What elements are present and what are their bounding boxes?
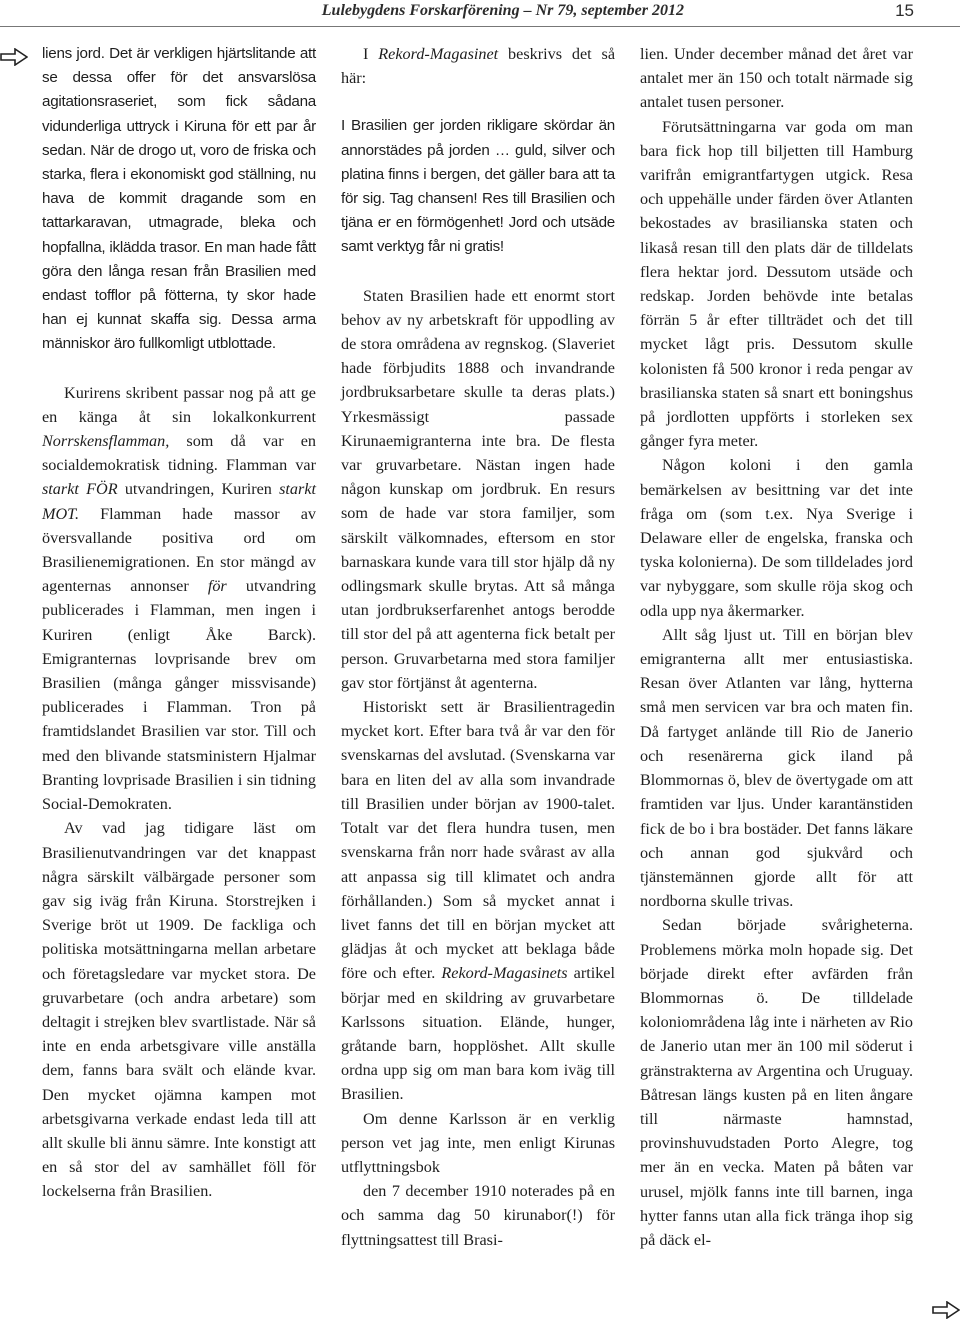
paragraph: Kurirens skribent passar nog på att ge en känga åt sin lokalkonkurrent Norrskensflamman, som då var en socialdemokratisk tidning. Flamman var starkt FÖR utvandringen, Kuriren starkt MOT. Flamman hade massor av översvallande positiva ord om Brasilienemigrationen. En stor mängd av agenternas annonser för utvandring publicerades i Flamman, men ingen i Kuriren (enligt Åke Barck). Emigranternas lovprisande brev om Brasilien (många gånger missvisande) publicerades i Flamman. Tron på framtidslandet Brasilien var stor. Till och med den blivande statsministern Hjalmar Branting lovprisade Brasilien i sin tidning Social-Demokraten. <box>42 383 316 814</box>
page-header <box>0 0 960 27</box>
column-1 <box>42 42 316 1204</box>
column-3 <box>640 42 913 1252</box>
paragraph: Sedan började svårigheterna. Problemens mörka moln hopade sig. Det började direkt efter avfärden från Blommornas ö. De tilldelade koloniområdena låg inte i närheten av Rio de Janerio utan mer än 100 mil söderut i gränstrakterna av Argentina och Uruguay. Båtresan längs kusten på en liten ångare till närmaste hamnstad, provinshuvudstaden Porto Alegre, tog mer än en vecka. Maten på båten var urusel, mjölk fanns inte till barnen, inga hytter fanns utan alla fick tränga ihop sig på däck el- <box>640 916 913 1249</box>
paragraph: Någon koloni i den gamla bemärkelsen av besittning var det inte fråga om (som t.ex. Nya Sverige i Delaware eller de engelska, franska och tyska kolonierna). De som tilldelades jord var nybyggare, som skulle röja skog och odla upp nya åkermarker. <box>640 456 913 620</box>
column-2 <box>341 42 615 1252</box>
paragraph: Historiskt sett är Brasilientragedin mycket kort. Efter bara två år var den för svenskarnas del avslutad. (Svenskarna var bara en liten del av alla som invandrade till Brasilien under början av 1900-talet. Totalt var det flera hundra tusen, men svenskarna från norr hade svårast av alla att anpassa sig till klimatet och andra förhållanden.) Som så mycket annat i livet fanns det till en början mycket att glädjas åt och mycket att beklaga både före och efter. Rekord-Magasinets artikel börjar med en skildring av gruvarbetare Karlssons situation. Elände, hunger, gråtande barn, hopplöshet. Allt skulle ordna upp sig om man bara kom iväg till Brasilien. <box>341 698 615 1104</box>
paragraph: Förutsättningarna var goda om man bara fick hop till biljetten till Hamburg varifrån emigrantfartygen utgick. Resa och uppehälle under färden över Atlanten bekostades av brasilianska staten och likaså resan till den plats där de tilldelats flera hektar jord. Dessutom utsäde och redskap. Jorden behövde inte betalas förrän 5 år efter tillträdet och det till mycket lågt pris. Dessutom skulle kolonisten få 500 kronor i reda pengar av brasilianska staten så snart ett boningshus på jordlotten uppförts i storleken sex gånger fyra meter. <box>640 117 913 451</box>
paragraph: Allt såg ljust ut. Till en början blev emigranterna allt mer entusiastiska. Resan över Atlanten var lång, hytterna små men servicen var bra och maten fin. Då fartyget anlände till Rio de Janerio och resenärerna gick iland på Blommornas ö, blev de övertygade om att framtiden var ljus. Under karantänstiden fick de bo i bra bostäder. Det fanns läkare och annan god sjukvård och tjänstemännen gjorde allt för att nordborna skulle trivas. <box>640 625 913 911</box>
publication-title: Lulebygdens Forskarförening – Nr 79, september 2012 <box>321 2 684 19</box>
paragraph: Om denne Karlsson är en verklig person vet jag inte, men enligt Kirunas utflyttningsbok <box>341 1109 615 1176</box>
paragraph: Av vad jag tidigare läst om Brasilienutvandringen var det knappast några särskilt välbärgade personer som gav sig iväg från Kiruna. Storstrejken i Sverige bröt ut 1909. De fackliga och politiska motsättningarna mellan arbetare och företagsledare var mycket stora. De gruvarbetare (och andra arbetare) som deltagit i strejken blev svartlistade. När så inte en enda arbetsgivare ville anställa dem, fanns bara svält och elände kvar. Den mycket ojämna kampen mot arbetsgivarna verkade endast leda till att allt skulle bli ännu sämre. Inte konstigt att en så stor del av samhället föll för lockelserna från Brasilien. <box>42 819 316 1201</box>
paragraph: den 7 december 1910 noterades på en och samma dag 50 kirunabor(!) för flyttningsattest till Brasi- <box>341 1182 615 1249</box>
arrow-right-outline-icon <box>0 48 28 66</box>
paragraph: liens jord. Det är verkligen hjärtslitande att se dessa offer för det ansvarslösa agitationsraseriet, som fick sådana vidunderliga uttryck i Kiruna för ett par år sedan. När de drogo ut, voro de friska och starka, flera i ekonomiskt god ställning, nu hava de kommit dragande som en tattarkaravan, utmagrade, bleka och hopfallna, iklädda trasor. En man hade fått göra den långa resan från Brasilien med endast tofflor på fötterna, ty skor hade han ej kunnat skaffa sig. Dessa arma människor äro fullkomligt utblottade. <box>42 45 316 353</box>
magazine-name: Rekord-Magasinet <box>378 45 499 63</box>
arrow-right-outline-icon <box>932 1301 960 1319</box>
page-number: 15 <box>895 1 914 20</box>
quoted-article-excerpt <box>341 114 615 259</box>
paragraph: lien. Under december månad det året var antalet mer än 150 och totalt närmade sig antalet tusen personer. <box>640 45 913 112</box>
newspaper-name: Norrskensflamman, <box>42 432 170 451</box>
paragraph: Staten Brasilien hade ett enormt stort behov av ny arbetskraft för uppodling av de stora områdena av regnskog. (Slaveriet hade förbjudits 1888 och invandrande jordbruksarbetare skulle ta deras plats.) Yrkesmässigt passade Kirunaemigranterna inte bra. De flesta var gruvarbetare. Nästan ingen hade någon kunskap om jordbruk. En resurs som de hade var stora familjer, som särskilt välkomnades, eftersom en stor barnaskara kunde vara till stor hjälp då ny odlingsmark skulle brytas. Att så många utan jordbrukserfarenhet antogs berodde till stor del på att agenterna fick betalt per person. Gruvarbetarna med stora familjer gav stor förtjänst åt agenterna. <box>341 286 615 692</box>
paragraph: I Rekord-Magasinet beskrivs det så här: <box>341 45 616 88</box>
magazine-name: Rekord-Magasinets <box>441 964 568 983</box>
quoted-article-excerpt <box>42 42 316 357</box>
paragraph: I Brasilien ger jorden rikligare skördar än annorstädes på jorden … guld, silver och platina finns i bergen, det gäller bara att ta för sig. Tag chansen! Res till Brasilien och tjäna er en förmögenhet! Jord och utsäde samt verktyg får ni gratis! <box>341 117 615 256</box>
